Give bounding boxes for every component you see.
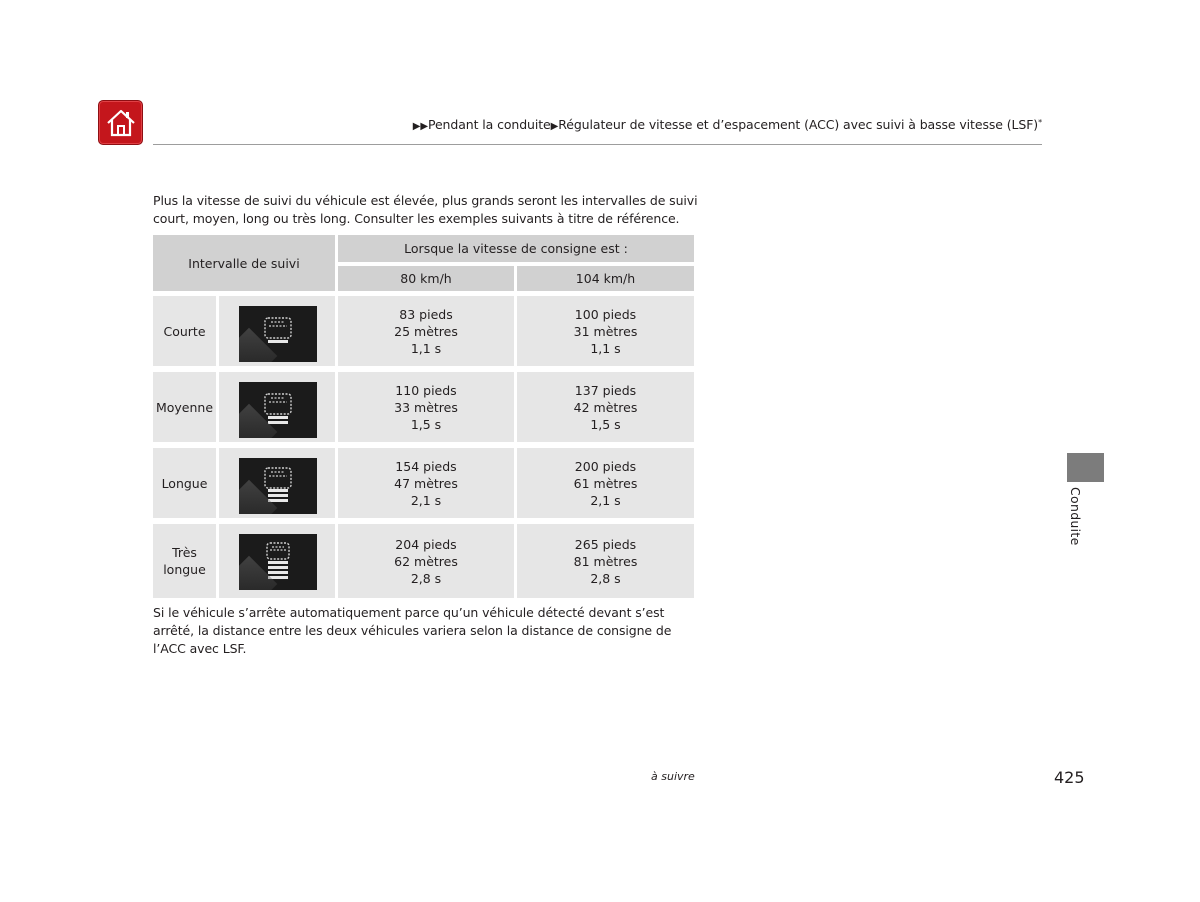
- value-longue-80: [338, 448, 514, 518]
- row-label-text: Très: [172, 545, 197, 560]
- value-tres-longue-104: [517, 524, 694, 598]
- vehicle-following-distance-icon: [239, 458, 317, 514]
- breadcrumb: [413, 117, 1042, 132]
- row-label-text: Longue: [161, 475, 208, 491]
- header-speed-80: [338, 266, 514, 291]
- section-tab[interactable]: [1067, 453, 1104, 482]
- value-seconds: 2,1 s: [590, 492, 621, 508]
- header-interval-label: Intervalle de suivi: [188, 255, 300, 271]
- value-seconds: 1,5 s: [590, 416, 621, 432]
- row-icon-cell: [219, 524, 335, 598]
- header-speed-104-label: 104 km/h: [575, 271, 636, 286]
- value-meters: 31 mètres: [573, 323, 638, 339]
- row-label-longue: [153, 448, 216, 518]
- value-courte-80: [338, 296, 514, 366]
- breadcrumb-current: Régulateur de vitesse et d’espacement (ACC) avec suivi à basse vitesse (LSF): [558, 117, 1039, 132]
- vehicle-following-distance-icon: [239, 306, 317, 362]
- breadcrumb-link-driving[interactable]: Pendant la conduite: [427, 117, 551, 132]
- value-meters: 81 mètres: [573, 553, 638, 569]
- row-label-courte: [153, 296, 216, 366]
- row-label-tres-longue: [153, 524, 216, 598]
- intro-paragraph: Plus la vitesse de suivi du véhicule est élevée, plus grands seront les intervalles de suivi court, moyen, long ou très long. Consulter les exemples suivants à titre de référence.: [153, 193, 698, 226]
- value-feet: 83 pieds: [399, 306, 453, 322]
- header-interval: [153, 235, 335, 291]
- value-moyenne-80: [338, 372, 514, 442]
- row-label-text: Courte: [163, 323, 206, 339]
- row-icon-cell: [219, 448, 335, 518]
- row-label-text: longue: [163, 562, 206, 577]
- header-rule: [153, 144, 1042, 145]
- value-meters: 33 mètres: [394, 399, 458, 415]
- value-feet: 110 pieds: [395, 382, 457, 398]
- value-meters: 62 mètres: [394, 553, 458, 569]
- continue-note: à suivre: [651, 770, 695, 783]
- value-feet: 200 pieds: [574, 458, 637, 474]
- value-tres-longue-80: [338, 524, 514, 598]
- page-number: 425: [1054, 768, 1085, 787]
- value-feet: 204 pieds: [395, 536, 457, 552]
- footnote-mark: *: [1038, 118, 1042, 127]
- value-meters: 61 mètres: [573, 475, 638, 491]
- header-speed-80-label: 80 km/h: [400, 271, 452, 286]
- row-label-text: Moyenne: [155, 399, 214, 415]
- home-icon: [105, 108, 137, 138]
- value-meters: 47 mètres: [394, 475, 458, 491]
- header-speed-group: [338, 235, 694, 262]
- vehicle-following-distance-icon: [239, 534, 317, 590]
- breadcrumb-arrow-icon: ▶▶: [412, 121, 428, 132]
- value-seconds: 1,5 s: [410, 416, 442, 432]
- value-longue-104: [517, 448, 694, 518]
- value-feet: 154 pieds: [395, 458, 457, 474]
- value-seconds: 1,1 s: [410, 340, 442, 356]
- value-seconds: 2,8 s: [410, 570, 442, 586]
- breadcrumb-arrow-icon: ▶: [550, 121, 559, 132]
- value-feet: 137 pieds: [574, 382, 637, 398]
- value-seconds: 2,8 s: [590, 570, 621, 586]
- value-meters: 25 mètres: [394, 323, 458, 339]
- header-speed-group-label: Lorsque la vitesse de consigne est :: [404, 241, 628, 256]
- value-meters: 42 mètres: [573, 399, 638, 415]
- outro-paragraph: Si le véhicule s’arrête automatiquement parce qu’un véhicule détecté devant s’est arrêté, la distance entre les deux véhicules variera selon la distance de consigne de l’ACC avec LSF.: [153, 605, 672, 656]
- section-tab-label: Conduite: [1068, 487, 1083, 546]
- row-icon-cell: [219, 372, 335, 442]
- value-feet: 265 pieds: [574, 536, 637, 552]
- value-courte-104: [517, 296, 694, 366]
- header-speed-104: [517, 266, 694, 291]
- row-icon-cell: [219, 296, 335, 366]
- row-label-moyenne: [153, 372, 216, 442]
- value-feet: 100 pieds: [574, 306, 637, 322]
- value-seconds: 1,1 s: [590, 340, 621, 356]
- home-button[interactable]: [98, 100, 143, 145]
- value-seconds: 2,1 s: [410, 492, 442, 508]
- vehicle-following-distance-icon: [239, 382, 317, 438]
- value-moyenne-104: [517, 372, 694, 442]
